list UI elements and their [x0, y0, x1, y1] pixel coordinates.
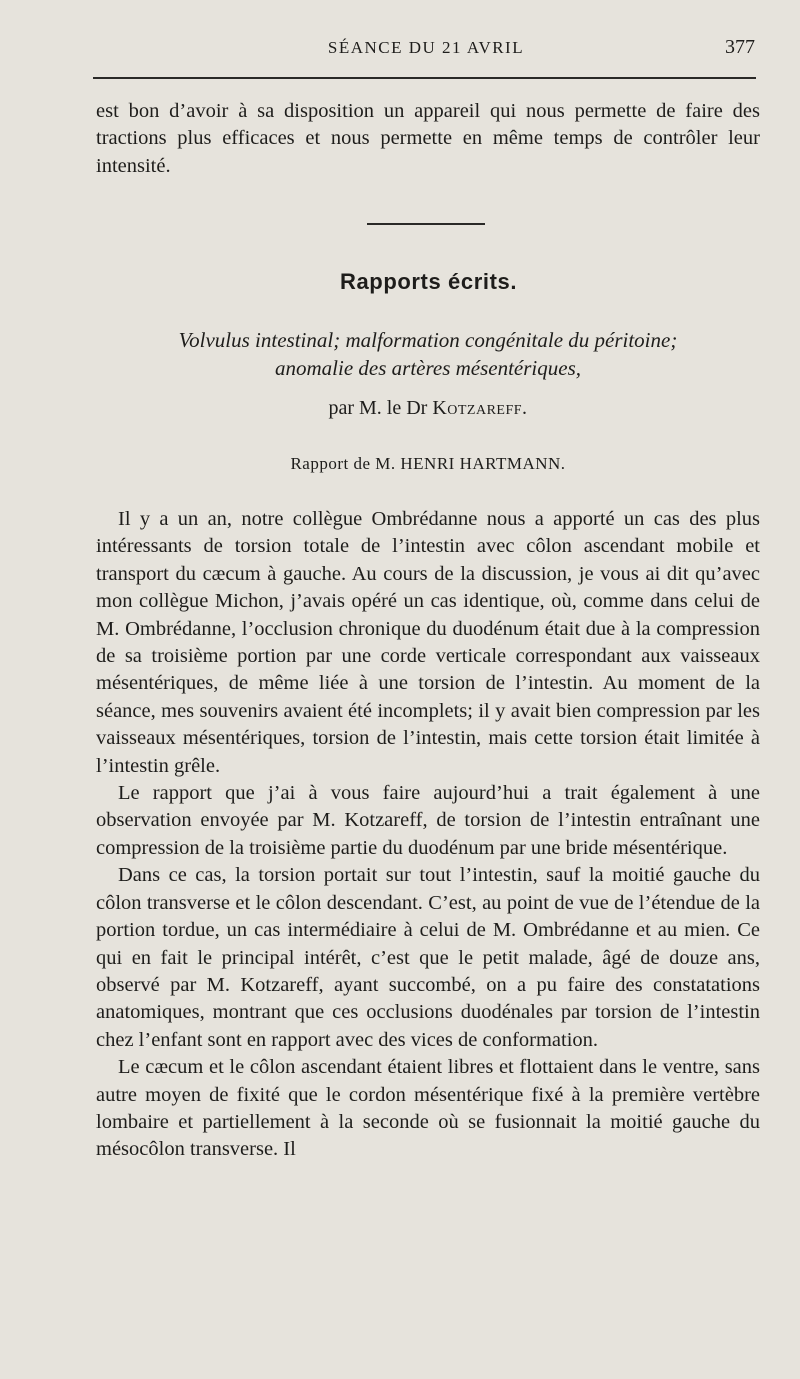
paragraph: Le rapport que j’ai à vous faire aujourd’hui a trait également à une observation envoyée par M. Kotzareff, de torsion de l’intestin entraînant une compression de la troisième partie du duodénum par une bride mésentérique. [96, 782, 760, 859]
page-number: 377 [725, 36, 755, 58]
header-rule [93, 77, 756, 79]
section-divider [367, 223, 485, 225]
running-title: SÉANCE DU 21 AVRIL [327, 38, 525, 57]
paragraph: Dans ce cas, la torsion portait sur tout l’intestin, sauf la moitié gauche du côlon transverse et le côlon descendant. C’est, au point de vue de l’étendue de la portion tordue, un cas intermédiaire à celui de M. Ombrédanne et au mien. Ce qui en fait le principal intérêt, c’est que le petit malade, âgé de douze ans, observé par M. Kotzareff, ayant succombé, on a pu faire des constatations anatomiques, montrant que ces occlusions duodénales par torsion de l’intestin chez l’enfant sont en rapport avec des vices de conformation. [96, 864, 760, 1051]
paragraph: est bon d’avoir à sa disposition un appareil qui nous permette de faire des tractions plus efficaces et nous permette en même temps de contrôler leur intensité. [96, 100, 760, 177]
paragraph: Il y a un an, notre collègue Ombrédanne nous a apporté un cas des plus intéressants de torsion totale de l’intestin avec côlon ascendant mobile et transport du cæcum à gauche. Au cours de la discussion, je vous ai dit qu’avec mon collègue Michon, j’avais opéré un cas identique, où, comme dans celui de M. Ombrédanne, l’occlusion chronique du duodénum était due à la compression de sa troisième portion par une corde verticale correspondant aux vaisseaux mésentériques, de même liée à une torsion de l’intestin. Au moment de la séance, mes souvenirs avaient été incomplets; il y avait bien compression par les vaisseaux mésentériques, torsion de l’intestin, mais cette torsion était limitée à l’intestin grêle. [96, 508, 760, 777]
intro-paragraph [96, 98, 760, 180]
report-line: Rapport de M. HENRI HARTMANN. [290, 454, 566, 473]
article-title-line: Volvulus intestinal; malformation congénitale du péritoine; [178, 328, 678, 352]
article-title [96, 326, 760, 382]
paragraph: Le cæcum et le côlon ascendant étaient libres et flottaient dans le ventre, sans autre moyen de fixité que le cordon mésentérique fixé à la première vertèbre lombaire et partiellement à la seconde où se fusionnait la moitié gauche du mésocôlon transverse. Il [96, 1056, 760, 1161]
article-author [96, 397, 760, 420]
article-body [96, 506, 760, 1164]
running-header [95, 34, 757, 64]
author-prefix: par M. le Dr [328, 397, 428, 419]
author-name: Kotzareff. [432, 397, 528, 419]
section-title: Rapports écrits. [339, 269, 518, 294]
article-title-line: anomalie des artères mésentériques, [275, 356, 581, 380]
